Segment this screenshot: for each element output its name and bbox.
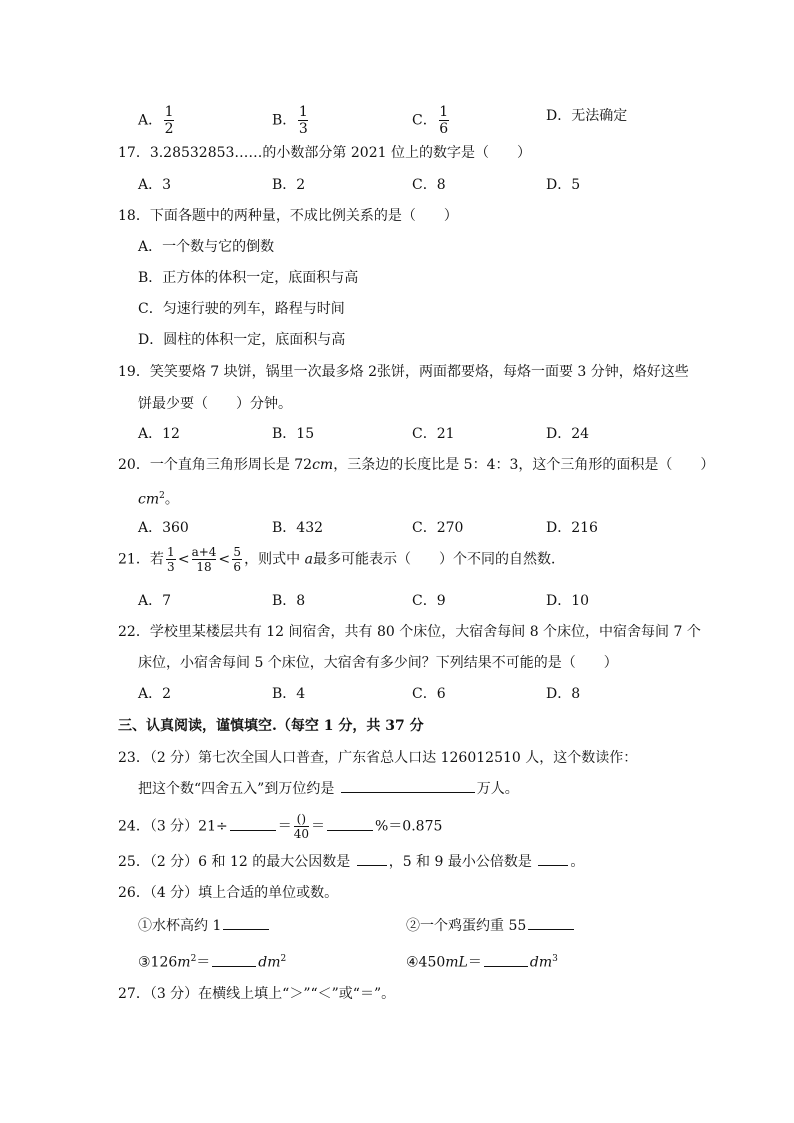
q22-option-d: D．8 — [546, 686, 581, 702]
section-heading: 三、认真阅读，谨慎填空.（每空 1 分，共 37 分 — [118, 718, 424, 734]
q20-stem-line1: 20．一个直角三角形周长是 72cm，三条边的长度比是 5：4：3，这个三角形的面积是（ ） — [118, 457, 715, 473]
q24-blank-2[interactable] — [327, 816, 373, 831]
q16-option-d: D．无法确定 — [546, 108, 628, 124]
q24-stem: 24．（3 分）21÷ ＝ $\frac{()}{40}$ ＝ %＝0.875 — [118, 812, 443, 841]
q26-item-4: ④450mL＝ $dm^3$ — [406, 949, 558, 973]
q26-blank-1[interactable] — [223, 915, 269, 930]
q22-option-b: B．4 — [272, 686, 306, 702]
q19-option-a: A．12 — [138, 426, 180, 442]
q19-option-d: D．24 — [546, 426, 590, 442]
q19-option-b: B．15 — [272, 426, 315, 442]
q16-option-b: B． $\frac{1}{3}$ — [272, 104, 308, 137]
q17-option-a: A．3 — [138, 177, 172, 193]
q18-option-c: C．匀速行驶的列车，路程与时间 — [138, 301, 345, 317]
q24-blank-1[interactable] — [230, 816, 276, 831]
q21-option-a: A．7 — [138, 593, 172, 609]
q19-stem-line1: 19．笑笑要烙 7 块饼，锅里一次最多烙 2张饼，两面都要烙，每烙一面要 3 分钟，烙好这些 — [118, 364, 689, 380]
q22-stem-line1: 22．学校里某楼层共有 12 间宿舍，共有 80 个床位，大宿舍每间 8 个床位，中宿舍每间 7 个 — [118, 624, 701, 640]
q23-stem-line2: 把这个数“四舍五入”到万位约是 万人。 — [138, 778, 519, 799]
q26-blank-2[interactable] — [528, 915, 574, 930]
q26-stem: 26．（4 分）填上合适的单位或数。 — [118, 885, 339, 901]
q17-stem: 17．3.28532853……的小数部分第 2021 位上的数字是（ ） — [118, 145, 531, 161]
q25-blank-2[interactable] — [538, 851, 568, 866]
q22-stem-line2: 床位，小宿舍每间 5 个床位，大宿舍有多少间？下列结果不可能的是（ ） — [138, 655, 618, 671]
q18-option-d: D．圆柱的体积一定，底面积与高 — [138, 332, 346, 348]
q17-option-d: D．5 — [546, 177, 581, 193]
q26-item-2: ②一个鸡蛋约重 55 — [406, 915, 576, 936]
q26-blank-3[interactable] — [212, 952, 256, 967]
q23-answer-blank[interactable] — [341, 778, 475, 793]
q21-option-d: D．10 — [546, 593, 590, 609]
q26-item-3: $③126m^2= dm^2$ — [138, 949, 286, 973]
q25-blank-1[interactable] — [357, 851, 387, 866]
q20-option-b: B．432 — [272, 520, 324, 536]
q21-stem: 21．若 $\frac{1}{3}$ < $\frac{a+4}{18}$ < $\frac{5}{6}$ ，则式中 a最多可能表示（ ）个不同的自然数． — [118, 545, 565, 574]
q19-option-c: C．21 — [412, 426, 455, 442]
q16-option-c: C． $\frac{1}{6}$ — [412, 104, 449, 137]
q18-stem: 18．下面各题中的两种量，不成比例关系的是（ ） — [118, 208, 458, 224]
q20-option-d: D．216 — [546, 520, 598, 536]
q16-option-a: A． $\frac{1}{2}$ — [138, 104, 174, 137]
q27-stem: 27．（3 分）在横线上填上“＞”“＜”或“＝”。 — [118, 986, 396, 1002]
q23-stem-line1: 23．（2 分）第七次全国人口普查，广东省总人口达 126012510 人，这个数读作： — [118, 750, 638, 766]
q19-stem-line2: 饼最少要（ ）分钟。 — [138, 396, 292, 412]
q17-option-b: B．2 — [272, 177, 306, 193]
q20-option-c: C．270 — [412, 520, 464, 536]
q26-blank-4[interactable] — [484, 952, 528, 967]
q25-stem: 25．（2 分）6 和 12 的最大公因数是 ，5 和 9 最小公倍数是 。 — [118, 851, 584, 872]
q20-stem-line2: $cm^2$。 — [138, 491, 179, 508]
q18-option-a: A．一个数与它的倒数 — [138, 239, 275, 255]
q22-option-c: C．6 — [412, 686, 446, 702]
q17-option-c: C．8 — [412, 177, 446, 193]
q21-option-c: C．9 — [412, 593, 446, 609]
q20-option-a: A．360 — [138, 520, 189, 536]
q21-option-b: B．8 — [272, 593, 306, 609]
q26-item-1: ①水杯高约 1 — [138, 915, 271, 936]
q18-option-b: B．正方体的体积一定，底面积与高 — [138, 270, 359, 286]
q22-option-a: A．2 — [138, 686, 172, 702]
